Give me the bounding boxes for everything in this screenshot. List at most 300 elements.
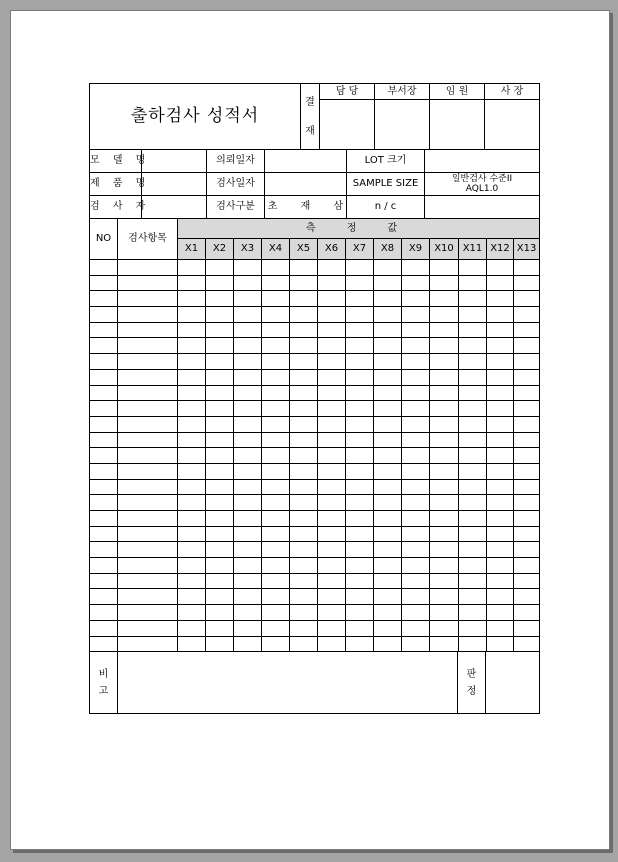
measure-cell[interactable] [374, 542, 402, 558]
measure-cell[interactable] [206, 354, 234, 370]
measure-cell[interactable] [402, 511, 430, 527]
measure-cell[interactable] [402, 605, 430, 621]
measure-cell[interactable] [514, 463, 540, 479]
measure-cell[interactable] [487, 432, 514, 448]
row-item-cell[interactable] [118, 291, 178, 307]
measure-cell[interactable] [430, 463, 459, 479]
row-no-cell[interactable] [90, 542, 118, 558]
measure-cell[interactable] [459, 307, 487, 323]
measure-cell[interactable] [290, 416, 318, 432]
measure-cell[interactable] [318, 573, 346, 589]
measure-cell[interactable] [178, 448, 206, 464]
measure-cell[interactable] [178, 322, 206, 338]
measure-cell[interactable] [374, 463, 402, 479]
measure-cell[interactable] [487, 479, 514, 495]
measure-cell[interactable] [346, 542, 374, 558]
measure-cell[interactable] [430, 260, 459, 276]
measure-cell[interactable] [318, 636, 346, 652]
measure-cell[interactable] [234, 558, 262, 574]
measure-cell[interactable] [234, 620, 262, 636]
measure-cell[interactable] [262, 636, 290, 652]
measure-cell[interactable] [262, 463, 290, 479]
row-item-cell[interactable] [118, 573, 178, 589]
measure-cell[interactable] [346, 291, 374, 307]
measure-cell[interactable] [459, 463, 487, 479]
measure-cell[interactable] [262, 307, 290, 323]
measure-cell[interactable] [234, 260, 262, 276]
measure-cell[interactable] [346, 307, 374, 323]
row-no-cell[interactable] [90, 558, 118, 574]
measure-cell[interactable] [374, 385, 402, 401]
measure-cell[interactable] [234, 416, 262, 432]
measure-cell[interactable] [234, 511, 262, 527]
row-no-cell[interactable] [90, 369, 118, 385]
measure-cell[interactable] [234, 369, 262, 385]
measure-cell[interactable] [262, 401, 290, 417]
measure-cell[interactable] [430, 275, 459, 291]
measure-cell[interactable] [514, 511, 540, 527]
measure-cell[interactable] [318, 448, 346, 464]
measure-cell[interactable] [459, 416, 487, 432]
measure-cell[interactable] [206, 495, 234, 511]
measure-cell[interactable] [430, 620, 459, 636]
measure-cell[interactable] [374, 558, 402, 574]
measure-cell[interactable] [178, 605, 206, 621]
measure-cell[interactable] [402, 369, 430, 385]
row-item-cell[interactable] [118, 558, 178, 574]
measure-cell[interactable] [374, 307, 402, 323]
measure-cell[interactable] [374, 275, 402, 291]
measure-cell[interactable] [178, 542, 206, 558]
measure-cell[interactable] [402, 620, 430, 636]
measure-cell[interactable] [459, 573, 487, 589]
measure-cell[interactable] [262, 573, 290, 589]
measure-cell[interactable] [374, 448, 402, 464]
measure-cell[interactable] [430, 291, 459, 307]
measure-cell[interactable] [430, 605, 459, 621]
measure-cell[interactable] [178, 260, 206, 276]
measure-cell[interactable] [318, 416, 346, 432]
measure-cell[interactable] [262, 526, 290, 542]
row-no-cell[interactable] [90, 605, 118, 621]
measure-cell[interactable] [487, 385, 514, 401]
measure-cell[interactable] [402, 589, 430, 605]
row-item-cell[interactable] [118, 542, 178, 558]
measure-cell[interactable] [206, 620, 234, 636]
measure-cell[interactable] [346, 479, 374, 495]
measure-cell[interactable] [262, 511, 290, 527]
measure-cell[interactable] [514, 605, 540, 621]
measure-cell[interactable] [402, 385, 430, 401]
inspector-value[interactable] [142, 196, 207, 219]
measure-cell[interactable] [374, 573, 402, 589]
measure-cell[interactable] [487, 354, 514, 370]
measure-cell[interactable] [346, 275, 374, 291]
row-item-cell[interactable] [118, 448, 178, 464]
measure-cell[interactable] [459, 558, 487, 574]
measure-cell[interactable] [402, 636, 430, 652]
row-item-cell[interactable] [118, 338, 178, 354]
approval-sign-executive[interactable] [430, 100, 485, 150]
row-no-cell[interactable] [90, 511, 118, 527]
approval-sign-dept-head[interactable] [375, 100, 430, 150]
row-no-cell[interactable] [90, 260, 118, 276]
measure-cell[interactable] [459, 291, 487, 307]
measure-cell[interactable] [262, 416, 290, 432]
row-item-cell[interactable] [118, 526, 178, 542]
measure-cell[interactable] [318, 354, 346, 370]
measure-cell[interactable] [459, 448, 487, 464]
inspect-date-value[interactable] [265, 173, 347, 196]
measure-cell[interactable] [206, 511, 234, 527]
measure-cell[interactable] [318, 432, 346, 448]
measure-cell[interactable] [402, 448, 430, 464]
measure-cell[interactable] [206, 385, 234, 401]
measure-cell[interactable] [402, 416, 430, 432]
measure-cell[interactable] [178, 573, 206, 589]
row-item-cell[interactable] [118, 463, 178, 479]
measure-cell[interactable] [290, 338, 318, 354]
measure-cell[interactable] [290, 526, 318, 542]
measure-cell[interactable] [262, 354, 290, 370]
product-value[interactable] [142, 173, 207, 196]
measure-cell[interactable] [402, 495, 430, 511]
row-no-cell[interactable] [90, 495, 118, 511]
measure-cell[interactable] [234, 589, 262, 605]
measure-cell[interactable] [234, 322, 262, 338]
measure-cell[interactable] [262, 620, 290, 636]
measure-cell[interactable] [487, 605, 514, 621]
measure-cell[interactable] [374, 338, 402, 354]
measure-cell[interactable] [178, 401, 206, 417]
measure-cell[interactable] [290, 369, 318, 385]
row-item-cell[interactable] [118, 605, 178, 621]
measure-cell[interactable] [318, 275, 346, 291]
measure-cell[interactable] [318, 307, 346, 323]
measure-cell[interactable] [178, 558, 206, 574]
measure-cell[interactable] [402, 291, 430, 307]
measure-cell[interactable] [514, 322, 540, 338]
row-item-cell[interactable] [118, 307, 178, 323]
measure-cell[interactable] [262, 322, 290, 338]
measure-cell[interactable] [346, 573, 374, 589]
measure-cell[interactable] [459, 589, 487, 605]
measure-cell[interactable] [206, 307, 234, 323]
measure-cell[interactable] [459, 338, 487, 354]
measure-cell[interactable] [318, 589, 346, 605]
measure-cell[interactable] [346, 354, 374, 370]
measure-cell[interactable] [374, 526, 402, 542]
row-item-cell[interactable] [118, 511, 178, 527]
measure-cell[interactable] [318, 385, 346, 401]
measure-cell[interactable] [262, 260, 290, 276]
row-no-cell[interactable] [90, 416, 118, 432]
measure-cell[interactable] [374, 369, 402, 385]
measure-cell[interactable] [206, 401, 234, 417]
row-no-cell[interactable] [90, 354, 118, 370]
measure-cell[interactable] [290, 605, 318, 621]
measure-cell[interactable] [290, 260, 318, 276]
measure-cell[interactable] [459, 385, 487, 401]
measure-cell[interactable] [374, 416, 402, 432]
row-no-cell[interactable] [90, 620, 118, 636]
measure-cell[interactable] [430, 479, 459, 495]
measure-cell[interactable] [487, 416, 514, 432]
measure-cell[interactable] [234, 463, 262, 479]
measure-cell[interactable] [234, 605, 262, 621]
measure-cell[interactable] [318, 511, 346, 527]
row-no-cell[interactable] [90, 526, 118, 542]
row-no-cell[interactable] [90, 385, 118, 401]
row-no-cell[interactable] [90, 573, 118, 589]
measure-cell[interactable] [318, 291, 346, 307]
row-no-cell[interactable] [90, 401, 118, 417]
measure-cell[interactable] [430, 354, 459, 370]
measure-cell[interactable] [374, 636, 402, 652]
measure-cell[interactable] [290, 620, 318, 636]
measure-cell[interactable] [514, 479, 540, 495]
measure-cell[interactable] [346, 369, 374, 385]
measure-cell[interactable] [514, 369, 540, 385]
measure-cell[interactable] [318, 605, 346, 621]
measure-cell[interactable] [487, 495, 514, 511]
measure-cell[interactable] [374, 291, 402, 307]
row-item-cell[interactable] [118, 369, 178, 385]
measure-cell[interactable] [487, 542, 514, 558]
measure-cell[interactable] [374, 354, 402, 370]
measure-cell[interactable] [318, 260, 346, 276]
measure-cell[interactable] [206, 338, 234, 354]
measure-cell[interactable] [178, 338, 206, 354]
measure-cell[interactable] [206, 605, 234, 621]
measure-cell[interactable] [178, 463, 206, 479]
measure-cell[interactable] [206, 416, 234, 432]
measure-cell[interactable] [402, 338, 430, 354]
measure-cell[interactable] [402, 322, 430, 338]
row-no-cell[interactable] [90, 275, 118, 291]
measure-cell[interactable] [430, 511, 459, 527]
measure-cell[interactable] [290, 542, 318, 558]
measure-cell[interactable] [290, 589, 318, 605]
measure-cell[interactable] [430, 369, 459, 385]
measure-cell[interactable] [487, 463, 514, 479]
measure-cell[interactable] [346, 322, 374, 338]
measure-cell[interactable] [262, 589, 290, 605]
measure-cell[interactable] [290, 511, 318, 527]
measure-cell[interactable] [514, 448, 540, 464]
measure-cell[interactable] [430, 416, 459, 432]
measure-cell[interactable] [206, 573, 234, 589]
measure-cell[interactable] [487, 589, 514, 605]
measure-cell[interactable] [206, 291, 234, 307]
measure-cell[interactable] [318, 401, 346, 417]
row-item-cell[interactable] [118, 322, 178, 338]
measure-cell[interactable] [430, 338, 459, 354]
measure-cell[interactable] [178, 511, 206, 527]
measure-cell[interactable] [234, 636, 262, 652]
measure-cell[interactable] [374, 620, 402, 636]
measure-cell[interactable] [346, 558, 374, 574]
measure-cell[interactable] [430, 432, 459, 448]
measure-cell[interactable] [402, 307, 430, 323]
measure-cell[interactable] [374, 401, 402, 417]
measure-cell[interactable] [487, 307, 514, 323]
measure-cell[interactable] [487, 322, 514, 338]
measure-cell[interactable] [234, 542, 262, 558]
measure-cell[interactable] [262, 338, 290, 354]
measure-cell[interactable] [178, 432, 206, 448]
measure-cell[interactable] [262, 432, 290, 448]
measure-cell[interactable] [514, 526, 540, 542]
measure-cell[interactable] [402, 401, 430, 417]
measure-cell[interactable] [459, 369, 487, 385]
measure-cell[interactable] [402, 526, 430, 542]
measure-cell[interactable] [402, 275, 430, 291]
measure-cell[interactable] [374, 605, 402, 621]
measure-cell[interactable] [234, 479, 262, 495]
measure-cell[interactable] [206, 322, 234, 338]
measure-cell[interactable] [178, 526, 206, 542]
measure-cell[interactable] [514, 307, 540, 323]
measure-cell[interactable] [318, 338, 346, 354]
measure-cell[interactable] [346, 636, 374, 652]
measure-cell[interactable] [514, 542, 540, 558]
measure-cell[interactable] [430, 495, 459, 511]
measure-cell[interactable] [459, 479, 487, 495]
measure-cell[interactable] [374, 589, 402, 605]
measure-cell[interactable] [487, 260, 514, 276]
measure-cell[interactable] [514, 589, 540, 605]
measure-cell[interactable] [234, 338, 262, 354]
row-item-cell[interactable] [118, 416, 178, 432]
measure-cell[interactable] [234, 307, 262, 323]
measure-cell[interactable] [514, 291, 540, 307]
measure-cell[interactable] [514, 495, 540, 511]
measure-cell[interactable] [234, 448, 262, 464]
measure-cell[interactable] [318, 479, 346, 495]
measure-cell[interactable] [402, 558, 430, 574]
measure-cell[interactable] [346, 463, 374, 479]
measure-cell[interactable] [178, 291, 206, 307]
measure-cell[interactable] [459, 275, 487, 291]
measure-cell[interactable] [346, 338, 374, 354]
measure-cell[interactable] [514, 558, 540, 574]
measure-cell[interactable] [178, 307, 206, 323]
measure-cell[interactable] [459, 432, 487, 448]
measure-cell[interactable] [206, 636, 234, 652]
row-item-cell[interactable] [118, 275, 178, 291]
measure-cell[interactable] [262, 542, 290, 558]
measure-cell[interactable] [430, 307, 459, 323]
row-item-cell[interactable] [118, 260, 178, 276]
measure-cell[interactable] [290, 495, 318, 511]
measure-cell[interactable] [430, 542, 459, 558]
measure-cell[interactable] [178, 620, 206, 636]
row-item-cell[interactable] [118, 479, 178, 495]
measure-cell[interactable] [290, 354, 318, 370]
measure-cell[interactable] [514, 636, 540, 652]
lot-size-value[interactable] [425, 150, 540, 173]
measure-cell[interactable] [402, 354, 430, 370]
measure-cell[interactable] [206, 369, 234, 385]
measure-cell[interactable] [318, 558, 346, 574]
measure-cell[interactable] [346, 448, 374, 464]
measure-cell[interactable] [402, 573, 430, 589]
request-date-value[interactable] [265, 150, 347, 173]
approval-sign-president[interactable] [485, 100, 540, 150]
row-item-cell[interactable] [118, 401, 178, 417]
measure-cell[interactable] [290, 558, 318, 574]
measure-cell[interactable] [346, 385, 374, 401]
row-item-cell[interactable] [118, 495, 178, 511]
measure-cell[interactable] [178, 416, 206, 432]
measure-cell[interactable] [487, 369, 514, 385]
row-item-cell[interactable] [118, 620, 178, 636]
measure-cell[interactable] [234, 275, 262, 291]
measure-cell[interactable] [430, 448, 459, 464]
measure-cell[interactable] [234, 354, 262, 370]
measure-cell[interactable] [487, 448, 514, 464]
measure-cell[interactable] [487, 636, 514, 652]
row-no-cell[interactable] [90, 448, 118, 464]
measure-cell[interactable] [234, 385, 262, 401]
measure-cell[interactable] [346, 511, 374, 527]
measure-cell[interactable] [206, 589, 234, 605]
measure-cell[interactable] [487, 526, 514, 542]
measure-cell[interactable] [514, 385, 540, 401]
judgment-value[interactable] [486, 652, 540, 714]
measure-cell[interactable] [262, 558, 290, 574]
measure-cell[interactable] [318, 322, 346, 338]
measure-cell[interactable] [487, 338, 514, 354]
measure-cell[interactable] [318, 463, 346, 479]
measure-cell[interactable] [487, 573, 514, 589]
model-value[interactable] [142, 150, 207, 173]
measure-cell[interactable] [206, 275, 234, 291]
measure-cell[interactable] [402, 260, 430, 276]
measure-cell[interactable] [402, 432, 430, 448]
measure-cell[interactable] [430, 385, 459, 401]
measure-cell[interactable] [234, 495, 262, 511]
measure-cell[interactable] [290, 307, 318, 323]
measure-cell[interactable] [178, 385, 206, 401]
measure-cell[interactable] [178, 479, 206, 495]
measure-cell[interactable] [346, 620, 374, 636]
measure-cell[interactable] [178, 636, 206, 652]
row-no-cell[interactable] [90, 463, 118, 479]
measure-cell[interactable] [234, 432, 262, 448]
measure-cell[interactable] [374, 511, 402, 527]
measure-cell[interactable] [514, 275, 540, 291]
measure-cell[interactable] [459, 260, 487, 276]
row-no-cell[interactable] [90, 432, 118, 448]
measure-cell[interactable] [262, 479, 290, 495]
measure-cell[interactable] [206, 260, 234, 276]
measure-cell[interactable] [206, 558, 234, 574]
measure-cell[interactable] [459, 526, 487, 542]
measure-cell[interactable] [234, 291, 262, 307]
measure-cell[interactable] [402, 463, 430, 479]
approval-sign-staff[interactable] [320, 100, 375, 150]
measure-cell[interactable] [374, 260, 402, 276]
measure-cell[interactable] [318, 495, 346, 511]
measure-cell[interactable] [346, 260, 374, 276]
measure-cell[interactable] [206, 463, 234, 479]
measure-cell[interactable] [430, 573, 459, 589]
measure-cell[interactable] [290, 636, 318, 652]
measure-cell[interactable] [459, 511, 487, 527]
measure-cell[interactable] [262, 448, 290, 464]
